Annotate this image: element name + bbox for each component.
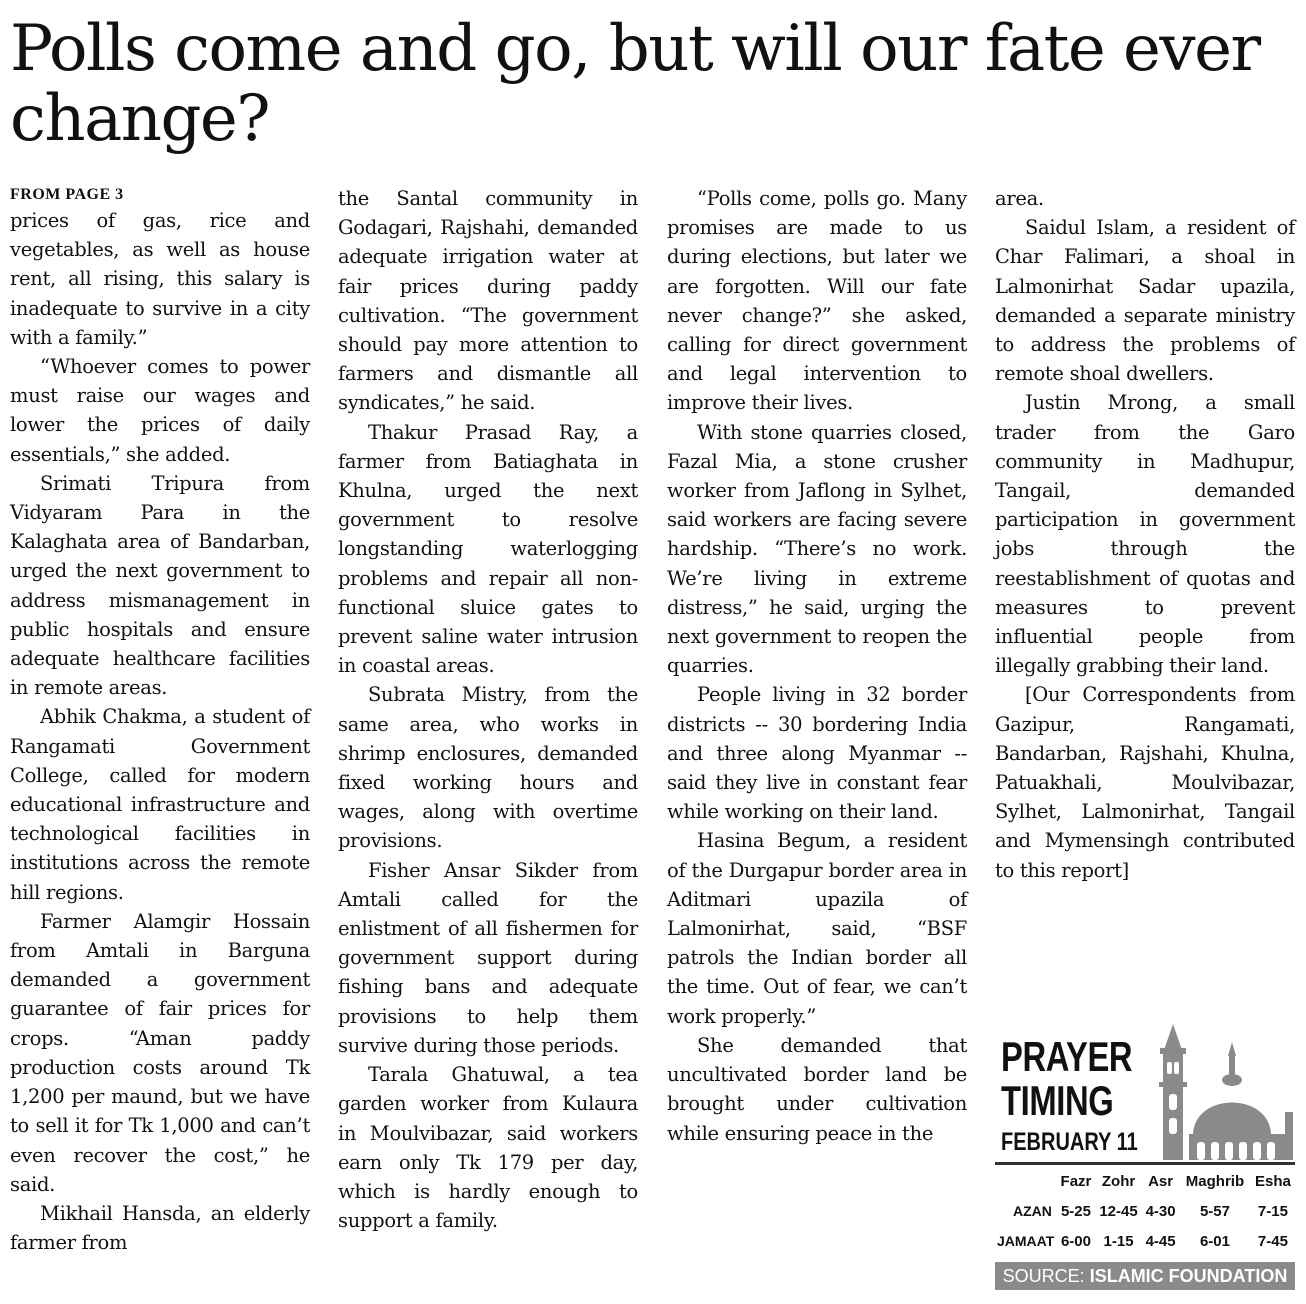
prayer-header: Zohr	[1101, 1172, 1136, 1190]
prayer-title-line1: PRAYER	[1001, 1033, 1133, 1080]
paragraph: Mikhail Hansda, an elderly farmer from	[10, 1201, 310, 1255]
prayer-header-row	[995, 1166, 1295, 1196]
source-name: ISLAMIC FOUNDATION	[1089, 1266, 1288, 1286]
prayer-header: Esha	[1254, 1172, 1291, 1190]
paragraph: Tarala Ghatuwal, a tea garden worker from Kulaura in Moulvibazar, said workers earn only Tk 179 per day, which is hardly enough to support a family.	[338, 1063, 638, 1233]
prayer-time: 6-00	[1060, 1232, 1091, 1250]
prayer-row-label: AZAN	[1013, 1203, 1052, 1219]
prayer-header: Fazr	[1060, 1172, 1092, 1190]
paragraph: Justin Mrong, a small trader from the Garo community in Madhupur, Tangail, demanded participation in government jobs through the reestablishment of quotas and measures to prevent influential people from illegally grabbing their land.	[995, 391, 1295, 678]
prayer-row-jamaat	[995, 1226, 1295, 1256]
prayer-time: 4-30	[1145, 1202, 1176, 1220]
prayer-title	[1001, 1033, 1133, 1124]
prayer-time: 6-01	[1199, 1232, 1230, 1250]
prayer-title-line2: TIMING	[1001, 1077, 1114, 1124]
prayer-row-label-empty	[995, 1166, 1057, 1196]
prayer-time: 5-57	[1199, 1202, 1230, 1220]
prayer-rule	[995, 1162, 1295, 1165]
kicker: FROM PAGE 3	[10, 186, 124, 203]
prayer-time: 4-45	[1145, 1232, 1176, 1250]
headline: Polls come and go, but will our fate ever change?	[10, 12, 1260, 156]
prayer-time: 7-15	[1257, 1202, 1288, 1220]
prayer-row-label: JAMAAT	[997, 1233, 1055, 1249]
paragraph: “Polls come, polls go. Many promises are made to us during elections, but later we are forgotten. Will our fate never change?” she asked, calling for direct government and legal intervention to improve their lives.	[667, 187, 967, 415]
prayer-header: Asr	[1148, 1172, 1174, 1190]
paragraph: Srimati Tripura from Vidyaram Para in the Kalaghata area of Bandarban, urged the next government to address mismanagement in public hospitals and ensure adequate healthcare facilities in remote areas.	[10, 471, 310, 700]
prayer-table	[995, 1166, 1295, 1256]
paragraph: Saidul Islam, a resident of Char Falimari, a shoal in Lalmonirhat Sadar upazila, demanded a separate ministry to address the problems of remote shoal dwellers.	[995, 216, 1295, 386]
paragraph: Hasina Begum, a resident of the Durgapur border area in Aditmari upazila of Lalmonirhat, said, “BSF patrols the Indian border all the time. Out of fear, we can’t work properly.”	[667, 829, 967, 1028]
paragraph: area.	[995, 187, 1044, 210]
column-4	[995, 184, 1295, 885]
column-1	[10, 184, 310, 1257]
prayer-source	[995, 1262, 1295, 1290]
prayer-time: 7-45	[1257, 1232, 1288, 1250]
paragraph: Thakur Prasad Ray, a farmer from Batiaghata in Khulna, urged the next government to resolve longstanding waterlogging problems and repair all non-functional sluice gates to prevent saline water intrusion in coastal areas.	[338, 420, 638, 678]
paragraph: Fisher Ansar Sikder from Amtali called for the enlistment of all fishermen for government support during fishing bans and adequate provisions to help them survive during those periods.	[338, 858, 638, 1057]
paragraph: Subrata Mistry, from the same area, who works in shrimp enclosures, demanded fixed working hours and wages, along with overtime provisions.	[338, 683, 638, 853]
prayer-date: FEBRUARY 11	[1001, 1128, 1138, 1156]
prayer-time: 1-15	[1103, 1232, 1134, 1250]
paragraph: prices of gas, rice and vegetables, as well as house rent, all rising, this salary is inadequate to survive in a city with a family.”	[10, 209, 310, 349]
paragraph: [Our Correspondents from Gazipur, Rangamati, Bandarban, Rajshahi, Khulna, Patuakhali, Moulvibazar, Sylhet, Lalmonirhat, Tangail and Mymensingh contributed to this report]	[995, 683, 1295, 882]
prayer-time: 5-25	[1060, 1202, 1091, 1220]
prayer-timing-box	[995, 1022, 1295, 1294]
prayer-row-azan	[995, 1196, 1295, 1226]
column-3	[667, 184, 967, 1148]
column-2	[338, 184, 638, 1235]
paragraph: People living in 32 border districts -- 30 bordering India and three along Myanmar -- said they live in constant fear while working on their land.	[667, 683, 967, 824]
paragraph: “Whoever comes to power must raise our wages and lower the prices of daily essentials,” she added.	[10, 355, 310, 466]
paragraph: Abhik Chakma, a student of Rangamati Government College, called for modern educational infrastructure and technological facilities in institutions across the remote hill regions.	[10, 705, 310, 904]
paragraph: With stone quarries closed, Fazal Mia, a stone crusher worker from Jaflong in Sylhet, said workers are facing severe hardship. “There’s no work. We’re living in extreme distress,” he said, urging the next government to reopen the quarries.	[667, 420, 967, 678]
mosque-icon	[1145, 1022, 1295, 1162]
paragraph: Farmer Alamgir Hossain from Amtali in Barguna demanded a government guarantee of fair prices for crops. “Aman paddy production costs around Tk 1,200 per maund, but we have to sell it for Tk 1,000 and can’t even recover the cost,” he said.	[10, 909, 310, 1196]
paragraph: the Santal community in Godagari, Rajshahi, demanded adequate irrigation water at fair prices during paddy cultivation. “The government should pay more attention to farmers and dismantle all syndicates,” he said.	[338, 187, 638, 415]
paragraph: She demanded that uncultivated border land be brought under cultivation while ensuring peace in the	[667, 1033, 967, 1145]
prayer-time: 12-45	[1099, 1202, 1138, 1220]
source-label: SOURCE:	[1002, 1266, 1085, 1286]
prayer-header: Maghrib	[1185, 1172, 1245, 1190]
